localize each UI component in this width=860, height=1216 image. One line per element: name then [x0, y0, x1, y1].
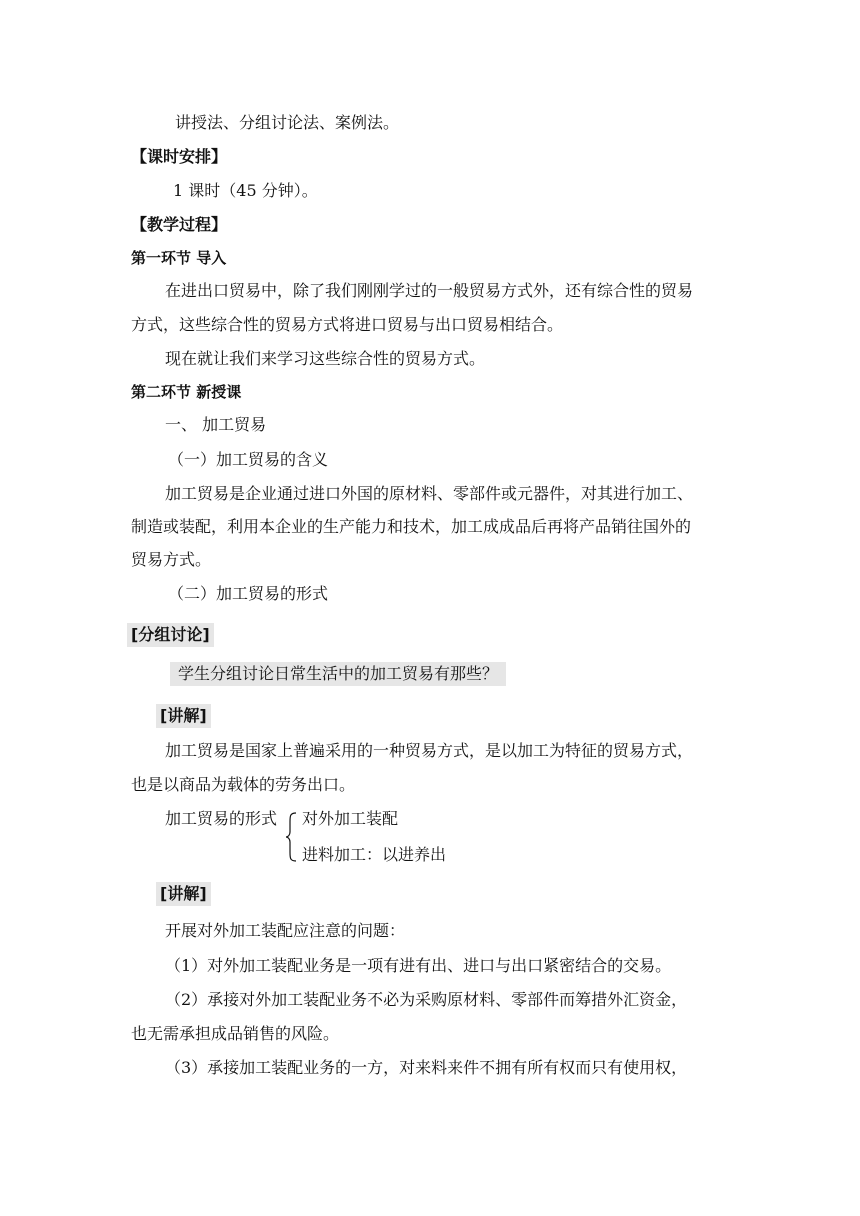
form-item-1: 对外加工装配 [302, 809, 399, 828]
schedule-text: 1 课时（45 分钟）。 [173, 181, 318, 200]
explain2-item2-line2: 也无需承担成品销售的风险。 [131, 1024, 340, 1043]
section1-heading: 一、 加工贸易 [165, 415, 267, 434]
intro-paragraph-line1: 在进出口贸易中，除了我们刚刚学过的一般贸易方式外，还有综合性的贸易 [165, 281, 694, 300]
teaching-method-line: 讲授法、分组讨论法、案例法。 [175, 113, 400, 132]
step2-title: 第二环节 新授课 [131, 383, 242, 401]
definition-line2: 制造或装配，利用本企业的生产能力和技术，加工成成品后再将产品销往国外的 [131, 517, 692, 536]
explain-label-1: [讲解] [156, 704, 211, 728]
intro-paragraph2: 现在就让我们来学习这些综合性的贸易方式。 [165, 349, 486, 368]
group-discussion-label: [分组讨论] [127, 623, 214, 647]
subsection2-heading: （二）加工贸易的形式 [168, 584, 329, 603]
discussion-question: 学生分组讨论日常生活中的加工贸易有那些？ [170, 662, 506, 686]
explain2-item2-line1: （2）承接对外加工装配业务不必为采购原材料、零部件而筹措外汇资金， [165, 990, 688, 1009]
explain1-line2: 也是以商品为载体的劳务出口。 [131, 775, 356, 794]
intro-paragraph-line2: 方式，这些综合性的贸易方式将进口贸易与出口贸易相结合。 [131, 315, 564, 334]
process-heading: 【教学过程】 [131, 215, 228, 234]
explain2-intro: 开展对外加工装配应注意的问题： [165, 921, 406, 940]
forms-label: 加工贸易的形式 [165, 809, 278, 828]
form-item-2: 进料加工：以进养出 [302, 845, 447, 864]
subsection1-heading: （一）加工贸易的含义 [168, 450, 329, 469]
schedule-heading: 【课时安排】 [131, 147, 228, 166]
definition-line1: 加工贸易是企业通过进口外国的原材料、零部件或元器件，对其进行加工、 [165, 484, 694, 503]
curly-brace-icon [285, 812, 297, 862]
explain-label-2: [讲解] [156, 882, 211, 906]
step1-title: 第一环节 导入 [131, 249, 227, 267]
explain2-item1: （1）对外加工装配业务是一项有进有出、进口与出口紧密结合的交易。 [165, 956, 672, 975]
explain2-item3: （3）承接加工装配业务的一方，对来料来件不拥有所有权而只有使用权， [165, 1058, 688, 1077]
explain1-line1: 加工贸易是国家上普遍采用的一种贸易方式，是以加工为特征的贸易方式， [165, 741, 694, 760]
definition-line3: 贸易方式。 [131, 550, 212, 569]
